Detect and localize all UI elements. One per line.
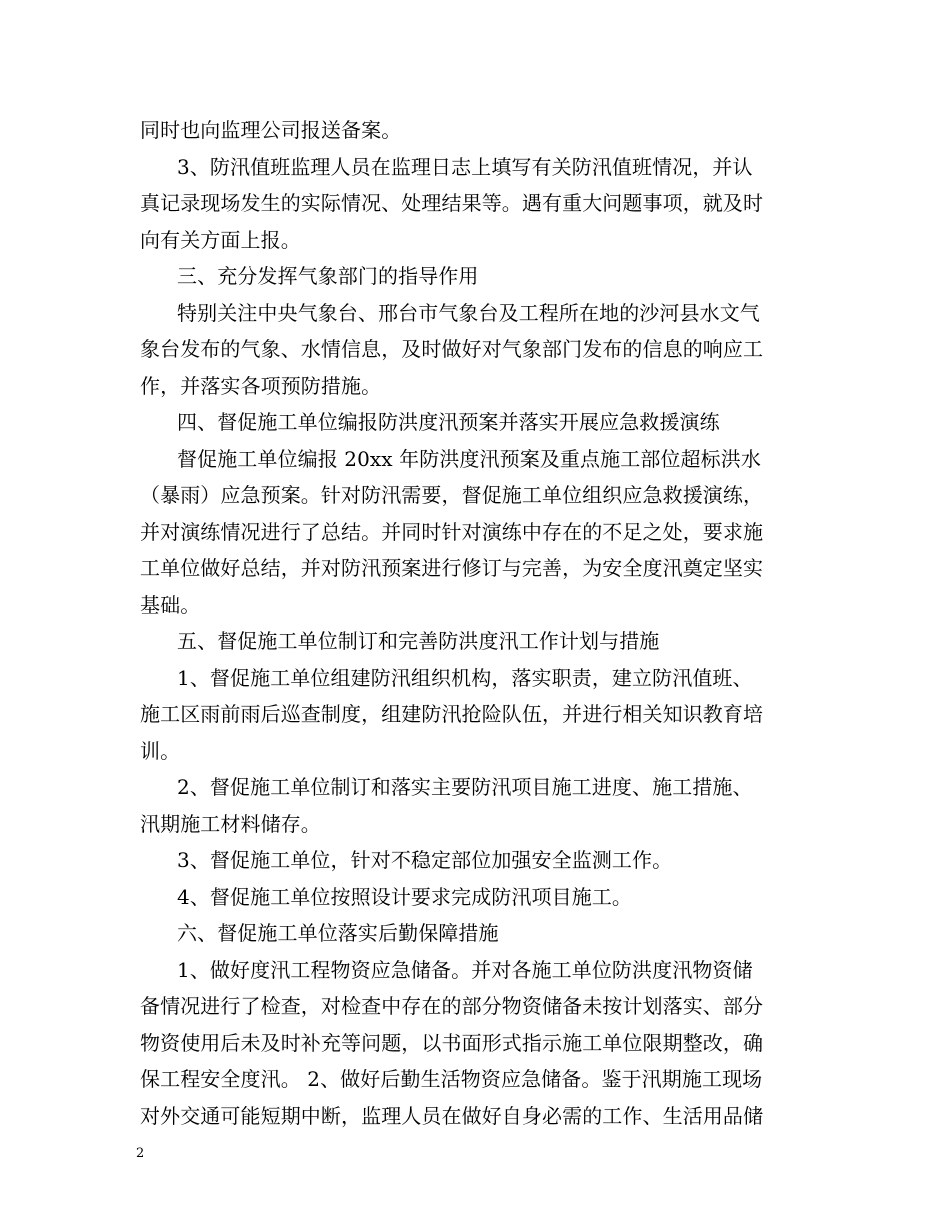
page-number: 2 [136, 1146, 145, 1161]
text-line: 训。 [140, 738, 181, 763]
text-line: 作，并落实各项预防措施。 [140, 373, 382, 398]
text-line: 象台发布的气象、水情信息，及时做好对气象部门发布的信息的响应工 [140, 337, 764, 361]
body-text [140, 112, 812, 1134]
text-line: 工单位做好总结，并对防汛预案进行修订与完善，为安全度汛奠定坚实 [140, 556, 764, 580]
text-line: 备情况进行了检查，对检查中存在的部分物资储备未按计划落实、部分 [140, 994, 764, 1018]
text-line: 对外交通可能短期中断，监理人员在做好自身必需的工作、生活用品储 [140, 1103, 764, 1128]
text-line: 三、充分发挥气象部门的指导作用 [177, 264, 479, 288]
text-line: 保工程安全度汛。 2、做好后勤生活物资应急储备。鉴于汛期施工现场 [140, 1067, 763, 1091]
text-line: 1、做好度汛工程物资应急储备。并对各施工单位防洪度汛物资储 [177, 957, 753, 982]
text-line: 同时也向监理公司报送备案。 [140, 118, 402, 142]
text-line: 特别关注中央气象台、邢台市气象台及工程所在地的沙河县水文气 [177, 300, 760, 325]
text-line: 督促施工单位编报 20xx 年防洪度汛预案及重点施工部位超标洪水 [177, 446, 761, 471]
text-line: 1、督促施工单位组建防汛组织机构，落实职责，建立防汛值班、 [177, 665, 753, 690]
text-line: 汛期施工材料储存。 [140, 811, 321, 836]
text-line: 3、督促施工单位，针对不稳定部位加强安全监测工作。 [177, 848, 673, 872]
text-line: 并对演练情况进行了总结。并同时针对演练中存在的不足之处，要求施 [140, 519, 764, 544]
text-line: （暴雨）应急预案。针对防汛需要，督促施工单位组织应急救援演练， [140, 483, 764, 507]
text-line: 真记录现场发生的实际情况、处理结果等。遇有重大问题事项，就及时 [140, 191, 764, 215]
text-line: 五、督促施工单位制订和完善防洪度汛工作计划与措施 [177, 629, 660, 653]
text-line: 基础。 [140, 592, 201, 617]
text-line: 4、督促施工单位按照设计要求完成防汛项目施工。 [177, 884, 633, 909]
text-line: 物资使用后未及时补充等问题，以书面形式指示施工单位限期整改，确 [140, 1030, 764, 1055]
text-line: 3、防汛值班监理人员在监理日志上填写有关防汛值班情况，并认 [177, 154, 753, 179]
text-line: 向有关方面上报。 [140, 227, 301, 252]
text-line: 四、督促施工单位编报防洪度汛预案并落实开展应急救援演练 [177, 410, 720, 434]
text-line: 六、督促施工单位落实后勤保障措施 [177, 921, 499, 945]
text-line: 施工区雨前雨后巡查制度，组建防汛抢险队伍，并进行相关知识教育培 [140, 702, 764, 726]
text-line: 2、督促施工单位制订和落实主要防汛项目施工进度、施工措施、 [177, 775, 753, 799]
